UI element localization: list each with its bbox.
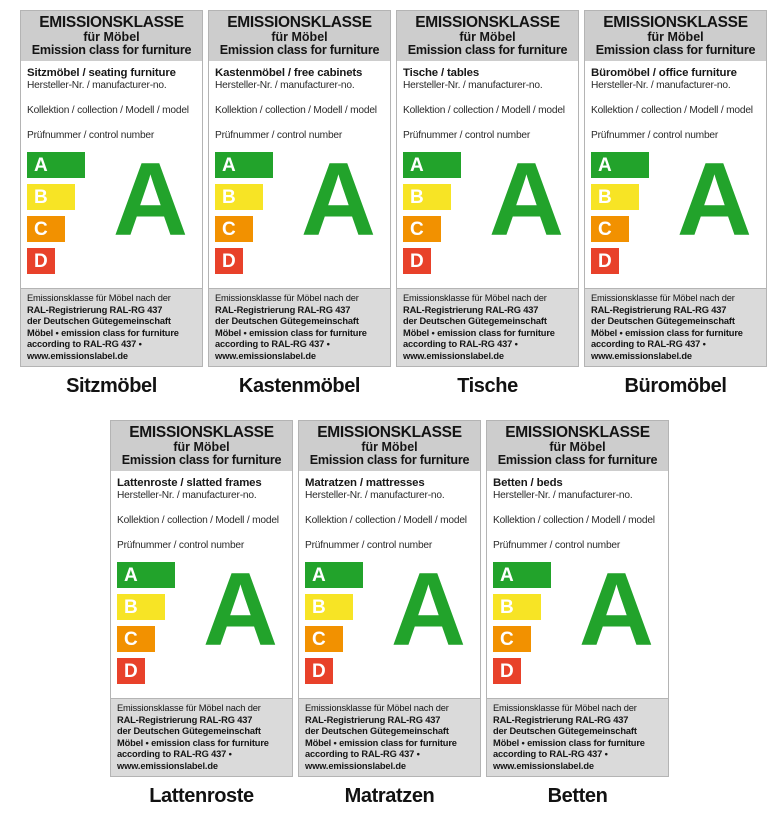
emission-class-scale — [117, 552, 286, 690]
class-bar-letter-b: B — [222, 186, 236, 208]
footer-line-3: der Deutschen Gütegemeinschaft — [403, 316, 547, 327]
label-subtitle-english: Emission class for furniture — [219, 42, 380, 57]
furniture-category-label: Lattenroste / slatted frames — [117, 477, 262, 490]
label-title: EMISSIONSKLASSE — [39, 14, 184, 31]
class-bar-group — [117, 562, 187, 684]
class-bar-group — [591, 152, 661, 274]
class-bar-letter-d: D — [312, 660, 326, 682]
footer-line-2: RAL-Registrierung RAL-RG 437 — [493, 714, 629, 725]
label-subtitle: für Möbel — [83, 29, 140, 44]
label-body — [299, 471, 480, 690]
label-subtitle: für Möbel — [647, 29, 704, 44]
label-subtitle-english: Emission class for furniture — [31, 42, 192, 57]
field-spacer-1 — [493, 501, 662, 514]
class-bar-group — [27, 152, 97, 274]
assigned-class-letter: A — [676, 142, 750, 259]
furniture-category-label: Tische / tables — [403, 67, 480, 80]
label-cell — [486, 420, 669, 808]
class-bar-letter-a: A — [34, 154, 48, 176]
emission-label-card[interactable] — [298, 420, 481, 777]
footer-line-1: Emissionsklasse für Möbel nach der — [215, 293, 359, 304]
manufacturer-number-field[interactable]: Hersteller-Nr. / manufacturer-no. — [493, 490, 633, 502]
footer-line-3: der Deutschen Gütegemeinschaft — [305, 726, 449, 737]
emission-label-card[interactable] — [110, 420, 293, 777]
label-subtitle: für Möbel — [271, 29, 328, 44]
class-bar-a — [591, 152, 649, 178]
footer-line-5: according to RAL-RG 437 • — [305, 749, 420, 760]
assigned-class-letter: A — [202, 552, 276, 669]
label-header — [299, 421, 480, 471]
emission-label-card[interactable] — [396, 10, 579, 367]
control-number-field[interactable]: Prüfnummer / control number — [117, 540, 245, 552]
class-bar-c — [27, 216, 65, 242]
label-footer — [21, 288, 202, 366]
footer-line-1: Emissionsklasse für Möbel nach der — [403, 293, 547, 304]
class-bar-d — [403, 248, 431, 274]
footer-line-5: according to RAL-RG 437 • — [117, 749, 232, 760]
manufacturer-number-field[interactable]: Hersteller-Nr. / manufacturer-no. — [215, 80, 355, 92]
label-title: EMISSIONSKLASSE — [129, 424, 274, 441]
footer-line-5: according to RAL-RG 437 • — [493, 749, 608, 760]
footer-line-1: Emissionsklasse für Möbel nach der — [305, 703, 449, 714]
class-bar-d — [27, 248, 55, 274]
emission-label-card[interactable] — [20, 10, 203, 367]
collection-model-field[interactable]: Kollektion / collection / Modell / model — [117, 515, 279, 527]
class-bar-letter-c: C — [500, 628, 514, 650]
label-cell — [396, 10, 579, 398]
field-spacer-2 — [305, 526, 474, 539]
footer-website-link[interactable]: www.emissionslabel.de — [27, 350, 128, 361]
footer-website-link[interactable]: www.emissionslabel.de — [403, 350, 504, 361]
label-cell — [298, 420, 481, 808]
class-bar-b — [117, 594, 165, 620]
label-row-1 — [20, 10, 767, 398]
label-header — [111, 421, 292, 471]
label-caption: Betten — [547, 785, 608, 808]
manufacturer-number-field[interactable]: Hersteller-Nr. / manufacturer-no. — [591, 80, 731, 92]
class-bar-letter-d: D — [410, 250, 424, 272]
field-spacer-2 — [27, 116, 196, 129]
label-subtitle-english: Emission class for furniture — [497, 452, 658, 467]
control-number-field[interactable]: Prüfnummer / control number — [215, 130, 343, 142]
label-subtitle: für Möbel — [549, 439, 606, 454]
class-bar-letter-b: B — [410, 186, 424, 208]
class-bar-letter-d: D — [124, 660, 138, 682]
label-footer — [487, 698, 668, 776]
label-cell — [20, 10, 203, 398]
label-footer — [397, 288, 578, 366]
label-header — [585, 11, 766, 61]
class-bar-letter-c: C — [598, 218, 612, 240]
manufacturer-number-field[interactable]: Hersteller-Nr. / manufacturer-no. — [305, 490, 445, 502]
emission-class-scale — [403, 142, 572, 280]
label-body — [397, 61, 578, 280]
field-spacer-1 — [591, 91, 760, 104]
class-bar-c — [305, 626, 343, 652]
class-bar-letter-a: A — [500, 564, 514, 586]
class-bar-a — [117, 562, 175, 588]
class-bar-letter-c: C — [222, 218, 236, 240]
class-bar-c — [403, 216, 441, 242]
class-bar-letter-d: D — [598, 250, 612, 272]
footer-line-2: RAL-Registrierung RAL-RG 437 — [117, 714, 253, 725]
class-bar-a — [403, 152, 461, 178]
footer-line-4: Möbel • emission class for furniture — [591, 327, 743, 338]
collection-model-field[interactable]: Kollektion / collection / Modell / model — [305, 515, 467, 527]
label-body — [209, 61, 390, 280]
label-body — [21, 61, 202, 280]
class-bar-group — [215, 152, 285, 274]
class-bar-a — [305, 562, 363, 588]
footer-line-4: Möbel • emission class for furniture — [493, 737, 645, 748]
footer-line-2: RAL-Registrierung RAL-RG 437 — [27, 304, 163, 315]
footer-line-3: der Deutschen Gütegemeinschaft — [27, 316, 171, 327]
footer-line-3: der Deutschen Gütegemeinschaft — [215, 316, 359, 327]
footer-website-link[interactable]: www.emissionslabel.de — [493, 760, 594, 771]
assigned-class-letter: A — [300, 142, 374, 259]
field-spacer-1 — [27, 91, 196, 104]
class-bar-letter-b: B — [312, 596, 326, 618]
class-bar-c — [591, 216, 629, 242]
field-spacer-2 — [493, 526, 662, 539]
class-bar-b — [403, 184, 451, 210]
footer-line-5: according to RAL-RG 437 • — [215, 339, 330, 350]
label-subtitle-english: Emission class for furniture — [407, 42, 568, 57]
label-caption: Kastenmöbel — [238, 375, 361, 398]
class-bar-b — [591, 184, 639, 210]
class-bar-group — [493, 562, 563, 684]
footer-line-4: Möbel • emission class for furniture — [117, 737, 269, 748]
label-subtitle-english: Emission class for furniture — [309, 452, 470, 467]
footer-line-1: Emissionsklasse für Möbel nach der — [493, 703, 637, 714]
collection-model-field[interactable]: Kollektion / collection / Modell / model — [215, 105, 377, 117]
class-bar-letter-b: B — [124, 596, 138, 618]
footer-line-3: der Deutschen Gütegemeinschaft — [591, 316, 735, 327]
class-bar-letter-a: A — [124, 564, 138, 586]
collection-model-field[interactable]: Kollektion / collection / Modell / model — [27, 105, 189, 117]
field-spacer-2 — [591, 116, 760, 129]
class-bar-letter-b: B — [500, 596, 514, 618]
class-bar-letter-b: B — [598, 186, 612, 208]
class-bar-c — [215, 216, 253, 242]
class-bar-d — [117, 658, 145, 684]
footer-line-1: Emissionsklasse für Möbel nach der — [591, 293, 735, 304]
class-bar-letter-b: B — [34, 186, 48, 208]
manufacturer-number-field[interactable]: Hersteller-Nr. / manufacturer-no. — [117, 490, 257, 502]
assigned-class-letter: A — [112, 142, 186, 259]
label-title: EMISSIONSKLASSE — [415, 14, 560, 31]
label-footer — [585, 288, 766, 366]
class-bar-d — [493, 658, 521, 684]
emission-class-scale — [215, 142, 384, 280]
label-subtitle: für Möbel — [459, 29, 516, 44]
assigned-class-letter: A — [488, 142, 562, 259]
emission-class-scale — [493, 552, 662, 690]
emission-class-scale — [305, 552, 474, 690]
footer-line-4: Möbel • emission class for furniture — [403, 327, 555, 338]
class-bar-letter-a: A — [222, 154, 236, 176]
control-number-field[interactable]: Prüfnummer / control number — [403, 130, 531, 142]
label-caption: Matratzen — [344, 785, 435, 808]
footer-website-link[interactable]: www.emissionslabel.de — [591, 350, 692, 361]
furniture-category-label: Kastenmöbel / free cabinets — [215, 67, 363, 80]
class-bar-b — [215, 184, 263, 210]
class-bar-c — [117, 626, 155, 652]
class-bar-letter-c: C — [34, 218, 48, 240]
emission-class-scale — [27, 142, 196, 280]
label-caption: Tische — [457, 375, 518, 398]
footer-line-5: according to RAL-RG 437 • — [27, 339, 142, 350]
footer-line-4: Möbel • emission class for furniture — [27, 327, 179, 338]
field-spacer-2 — [117, 526, 286, 539]
label-caption: Büromöbel — [624, 375, 727, 398]
collection-model-field[interactable]: Kollektion / collection / Modell / model — [591, 105, 753, 117]
control-number-field[interactable]: Prüfnummer / control number — [27, 130, 155, 142]
footer-line-5: according to RAL-RG 437 • — [591, 339, 706, 350]
label-header — [209, 11, 390, 61]
label-footer — [111, 698, 292, 776]
manufacturer-number-field[interactable]: Hersteller-Nr. / manufacturer-no. — [27, 80, 167, 92]
label-header — [397, 11, 578, 61]
class-bar-d — [591, 248, 619, 274]
class-bar-c — [493, 626, 531, 652]
label-cell — [110, 420, 293, 808]
furniture-category-label: Matratzen / mattresses — [305, 477, 425, 490]
label-title: EMISSIONSKLASSE — [317, 424, 462, 441]
footer-line-1: Emissionsklasse für Möbel nach der — [117, 703, 261, 714]
emission-label-card[interactable] — [208, 10, 391, 367]
label-header — [21, 11, 202, 61]
class-bar-b — [27, 184, 75, 210]
manufacturer-number-field[interactable]: Hersteller-Nr. / manufacturer-no. — [403, 80, 543, 92]
class-bar-letter-d: D — [34, 250, 48, 272]
label-cell — [584, 10, 767, 398]
label-footer — [209, 288, 390, 366]
label-body — [487, 471, 668, 690]
class-bar-letter-d: D — [500, 660, 514, 682]
assigned-class-letter: A — [390, 552, 464, 669]
label-body — [585, 61, 766, 280]
control-number-field[interactable]: Prüfnummer / control number — [493, 540, 621, 552]
label-subtitle: für Möbel — [361, 439, 418, 454]
emission-label-card[interactable] — [486, 420, 669, 777]
footer-line-2: RAL-Registrierung RAL-RG 437 — [215, 304, 351, 315]
class-bar-group — [403, 152, 473, 274]
class-bar-a — [215, 152, 273, 178]
footer-line-2: RAL-Registrierung RAL-RG 437 — [403, 304, 539, 315]
control-number-field[interactable]: Prüfnummer / control number — [305, 540, 433, 552]
footer-line-2: RAL-Registrierung RAL-RG 437 — [591, 304, 727, 315]
footer-line-3: der Deutschen Gütegemeinschaft — [493, 726, 637, 737]
class-bar-d — [305, 658, 333, 684]
label-row-2 — [110, 420, 669, 808]
assigned-class-letter: A — [578, 552, 652, 669]
class-bar-letter-c: C — [312, 628, 326, 650]
class-bar-letter-d: D — [222, 250, 236, 272]
field-spacer-2 — [215, 116, 384, 129]
control-number-field[interactable]: Prüfnummer / control number — [591, 130, 719, 142]
field-spacer-1 — [403, 91, 572, 104]
label-caption: Sitzmöbel — [66, 375, 157, 398]
emission-label-card[interactable] — [584, 10, 767, 367]
label-subtitle-english: Emission class for furniture — [121, 452, 282, 467]
field-spacer-1 — [215, 91, 384, 104]
class-bar-a — [493, 562, 551, 588]
field-spacer-2 — [403, 116, 572, 129]
label-caption: Lattenroste — [149, 785, 254, 808]
collection-model-field[interactable]: Kollektion / collection / Modell / model — [403, 105, 565, 117]
class-bar-group — [305, 562, 375, 684]
emission-class-scale — [591, 142, 760, 280]
class-bar-b — [493, 594, 541, 620]
class-bar-letter-c: C — [124, 628, 138, 650]
footer-website-link[interactable]: www.emissionslabel.de — [215, 350, 316, 361]
footer-line-5: according to RAL-RG 437 • — [403, 339, 518, 350]
field-spacer-1 — [305, 501, 474, 514]
class-bar-letter-a: A — [598, 154, 612, 176]
footer-line-2: RAL-Registrierung RAL-RG 437 — [305, 714, 441, 725]
class-bar-letter-a: A — [312, 564, 326, 586]
label-footer — [299, 698, 480, 776]
furniture-category-label: Büromöbel / office furniture — [591, 67, 737, 80]
label-title: EMISSIONSKLASSE — [227, 14, 372, 31]
label-subtitle-english: Emission class for furniture — [595, 42, 756, 57]
collection-model-field[interactable]: Kollektion / collection / Modell / model — [493, 515, 655, 527]
class-bar-letter-a: A — [410, 154, 424, 176]
class-bar-d — [215, 248, 243, 274]
furniture-category-label: Sitzmöbel / seating furniture — [27, 67, 176, 80]
label-header — [487, 421, 668, 471]
class-bar-letter-c: C — [410, 218, 424, 240]
label-body — [111, 471, 292, 690]
label-title: EMISSIONSKLASSE — [603, 14, 748, 31]
footer-website-link[interactable]: www.emissionslabel.de — [117, 760, 218, 771]
footer-line-1: Emissionsklasse für Möbel nach der — [27, 293, 171, 304]
class-bar-a — [27, 152, 85, 178]
label-subtitle: für Möbel — [173, 439, 230, 454]
label-cell — [208, 10, 391, 398]
footer-line-4: Möbel • emission class for furniture — [305, 737, 457, 748]
footer-line-4: Möbel • emission class for furniture — [215, 327, 367, 338]
footer-website-link[interactable]: www.emissionslabel.de — [305, 760, 406, 771]
field-spacer-1 — [117, 501, 286, 514]
footer-line-3: der Deutschen Gütegemeinschaft — [117, 726, 261, 737]
class-bar-b — [305, 594, 353, 620]
furniture-category-label: Betten / beds — [493, 477, 563, 490]
label-title: EMISSIONSKLASSE — [505, 424, 650, 441]
